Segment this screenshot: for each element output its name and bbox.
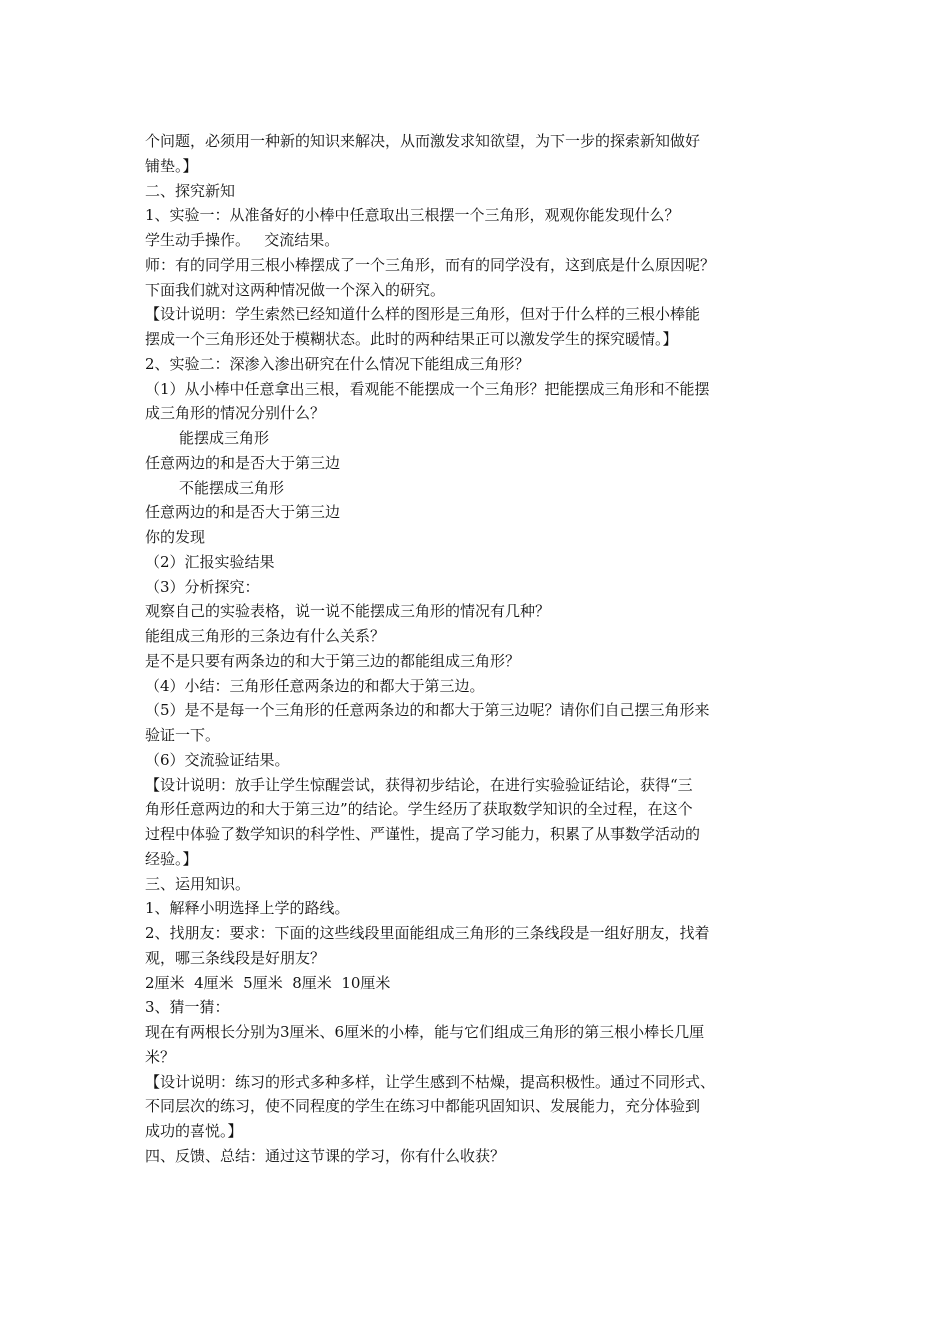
text-line: 观察自己的实验表格，说一说不能摆成三角形的情况有几种？: [145, 602, 551, 621]
text-line: （5）是不是每一个三角形的任意两条边的和都大于第三边呢？请你们自己摆三角形来: [145, 701, 710, 720]
design-note-line: 成功的喜悦。】: [145, 1122, 243, 1140]
design-note-line: 角形任意两边的和大于第三边”的结论。学生经历了获取数学知识的全过程，在这个: [145, 800, 693, 819]
section-heading: 二、探究新知: [145, 181, 236, 200]
table-label-can: 能摆成三角形: [179, 429, 270, 447]
table-label-condition: 任意两边的和是否大于第三边: [145, 453, 341, 472]
table-label-condition: 任意两边的和是否大于第三边: [145, 503, 341, 522]
design-note-line: 经验。】: [145, 849, 198, 868]
document-body: [145, 129, 815, 1169]
text-line: 师：有的同学用三根小棒摆成了一个三角形，而有的同学没有，这到底是什么原因呢？: [145, 255, 716, 274]
text-line: 2、实验二：深渗入渗出研究在什么情况下能组成三角形？: [145, 354, 530, 373]
text-line: 能组成三角形的三条边有什么关系？: [145, 627, 386, 645]
text-line: 验证一下。: [145, 726, 221, 744]
text-line: （1）从小棒中任意拿出三根，看观能不能摆成一个三角形？把能摆成三角形和不能摆: [145, 379, 710, 398]
text-line: 3、猜一猜：: [145, 998, 230, 1017]
text-line: 是不是只要有两条边的和大于第三边的都能组成三角形？: [145, 651, 521, 670]
section-heading: 四、反馈、总结：通过这节课的学习，你有什么收获？: [145, 1146, 506, 1165]
design-note-line: 不同层次的练习，使不同程度的学生在练习中都能巩固知识、发展能力，充分体验到: [145, 1097, 701, 1116]
text-line: （3）分析探究：: [145, 577, 260, 596]
text-line: 下面我们就对这两种情况做一个深入的研究。: [145, 280, 446, 299]
text-line: 学生动手操作。 交流结果。: [145, 231, 340, 249]
text-line: 米？: [145, 1047, 176, 1066]
text-line: （6）交流验证结果。: [145, 750, 290, 769]
text-line: 1、解释小明选择上学的路线。: [145, 899, 350, 918]
table-label-findings: 你的发现: [145, 528, 206, 546]
segment-lengths: 2厘米 4厘米 5厘米 8厘米 10厘米: [145, 973, 391, 992]
text-line: 成三角形的情况分别什么？: [145, 404, 326, 423]
design-note-line: 【设计说明：放手让学生惊醒尝试，获得初步结论，在进行实验验证结论，获得“三: [145, 775, 693, 794]
design-note-line: 摆成一个三角形还处于模糊状态。此时的两种结果正可以激发学生的探究暖情。】: [145, 330, 678, 348]
design-note-line: 过程中体验了数学知识的科学性、严谨性，提高了学习能力，积累了从事数学活动的: [145, 825, 701, 843]
design-note-line: 【设计说明：学生索然已经知道什么样的图形是三角形，但对于什么样的三根小棒能: [145, 305, 701, 324]
text-line: 铺垫。】: [145, 156, 198, 175]
text-line: 1、实验一：从准备好的小棒中任意取出三根摆一个三角形，观观你能发现什么？: [145, 206, 680, 225]
text-line: 2、找朋友：要求：下面的这些线段里面能组成三角形的三条线段是一组好朋友，找着: [145, 924, 710, 942]
text-line: 观，哪三条线段是好朋友？: [145, 948, 326, 967]
table-label-cannot: 不能摆成三角形: [179, 478, 285, 497]
text-line: 个问题，必须用一种新的知识来解决，从而激发求知欲望，为下一步的探索新知做好: [145, 132, 701, 150]
text-line: （4）小结：三角形任意两条边的和都大于第三边。: [145, 676, 485, 695]
design-note-line: 【设计说明：练习的形式多种多样，让学生感到不枯燥，提高积极性。通过不同形式、: [145, 1072, 716, 1091]
section-heading: 三、运用知识。: [145, 874, 251, 893]
text-line: （2）汇报实验结果: [145, 552, 275, 571]
text-line: 现在有两根长分别为3厘米、6厘米的小棒，能与它们组成三角形的第三根小棒长几厘: [145, 1023, 705, 1041]
